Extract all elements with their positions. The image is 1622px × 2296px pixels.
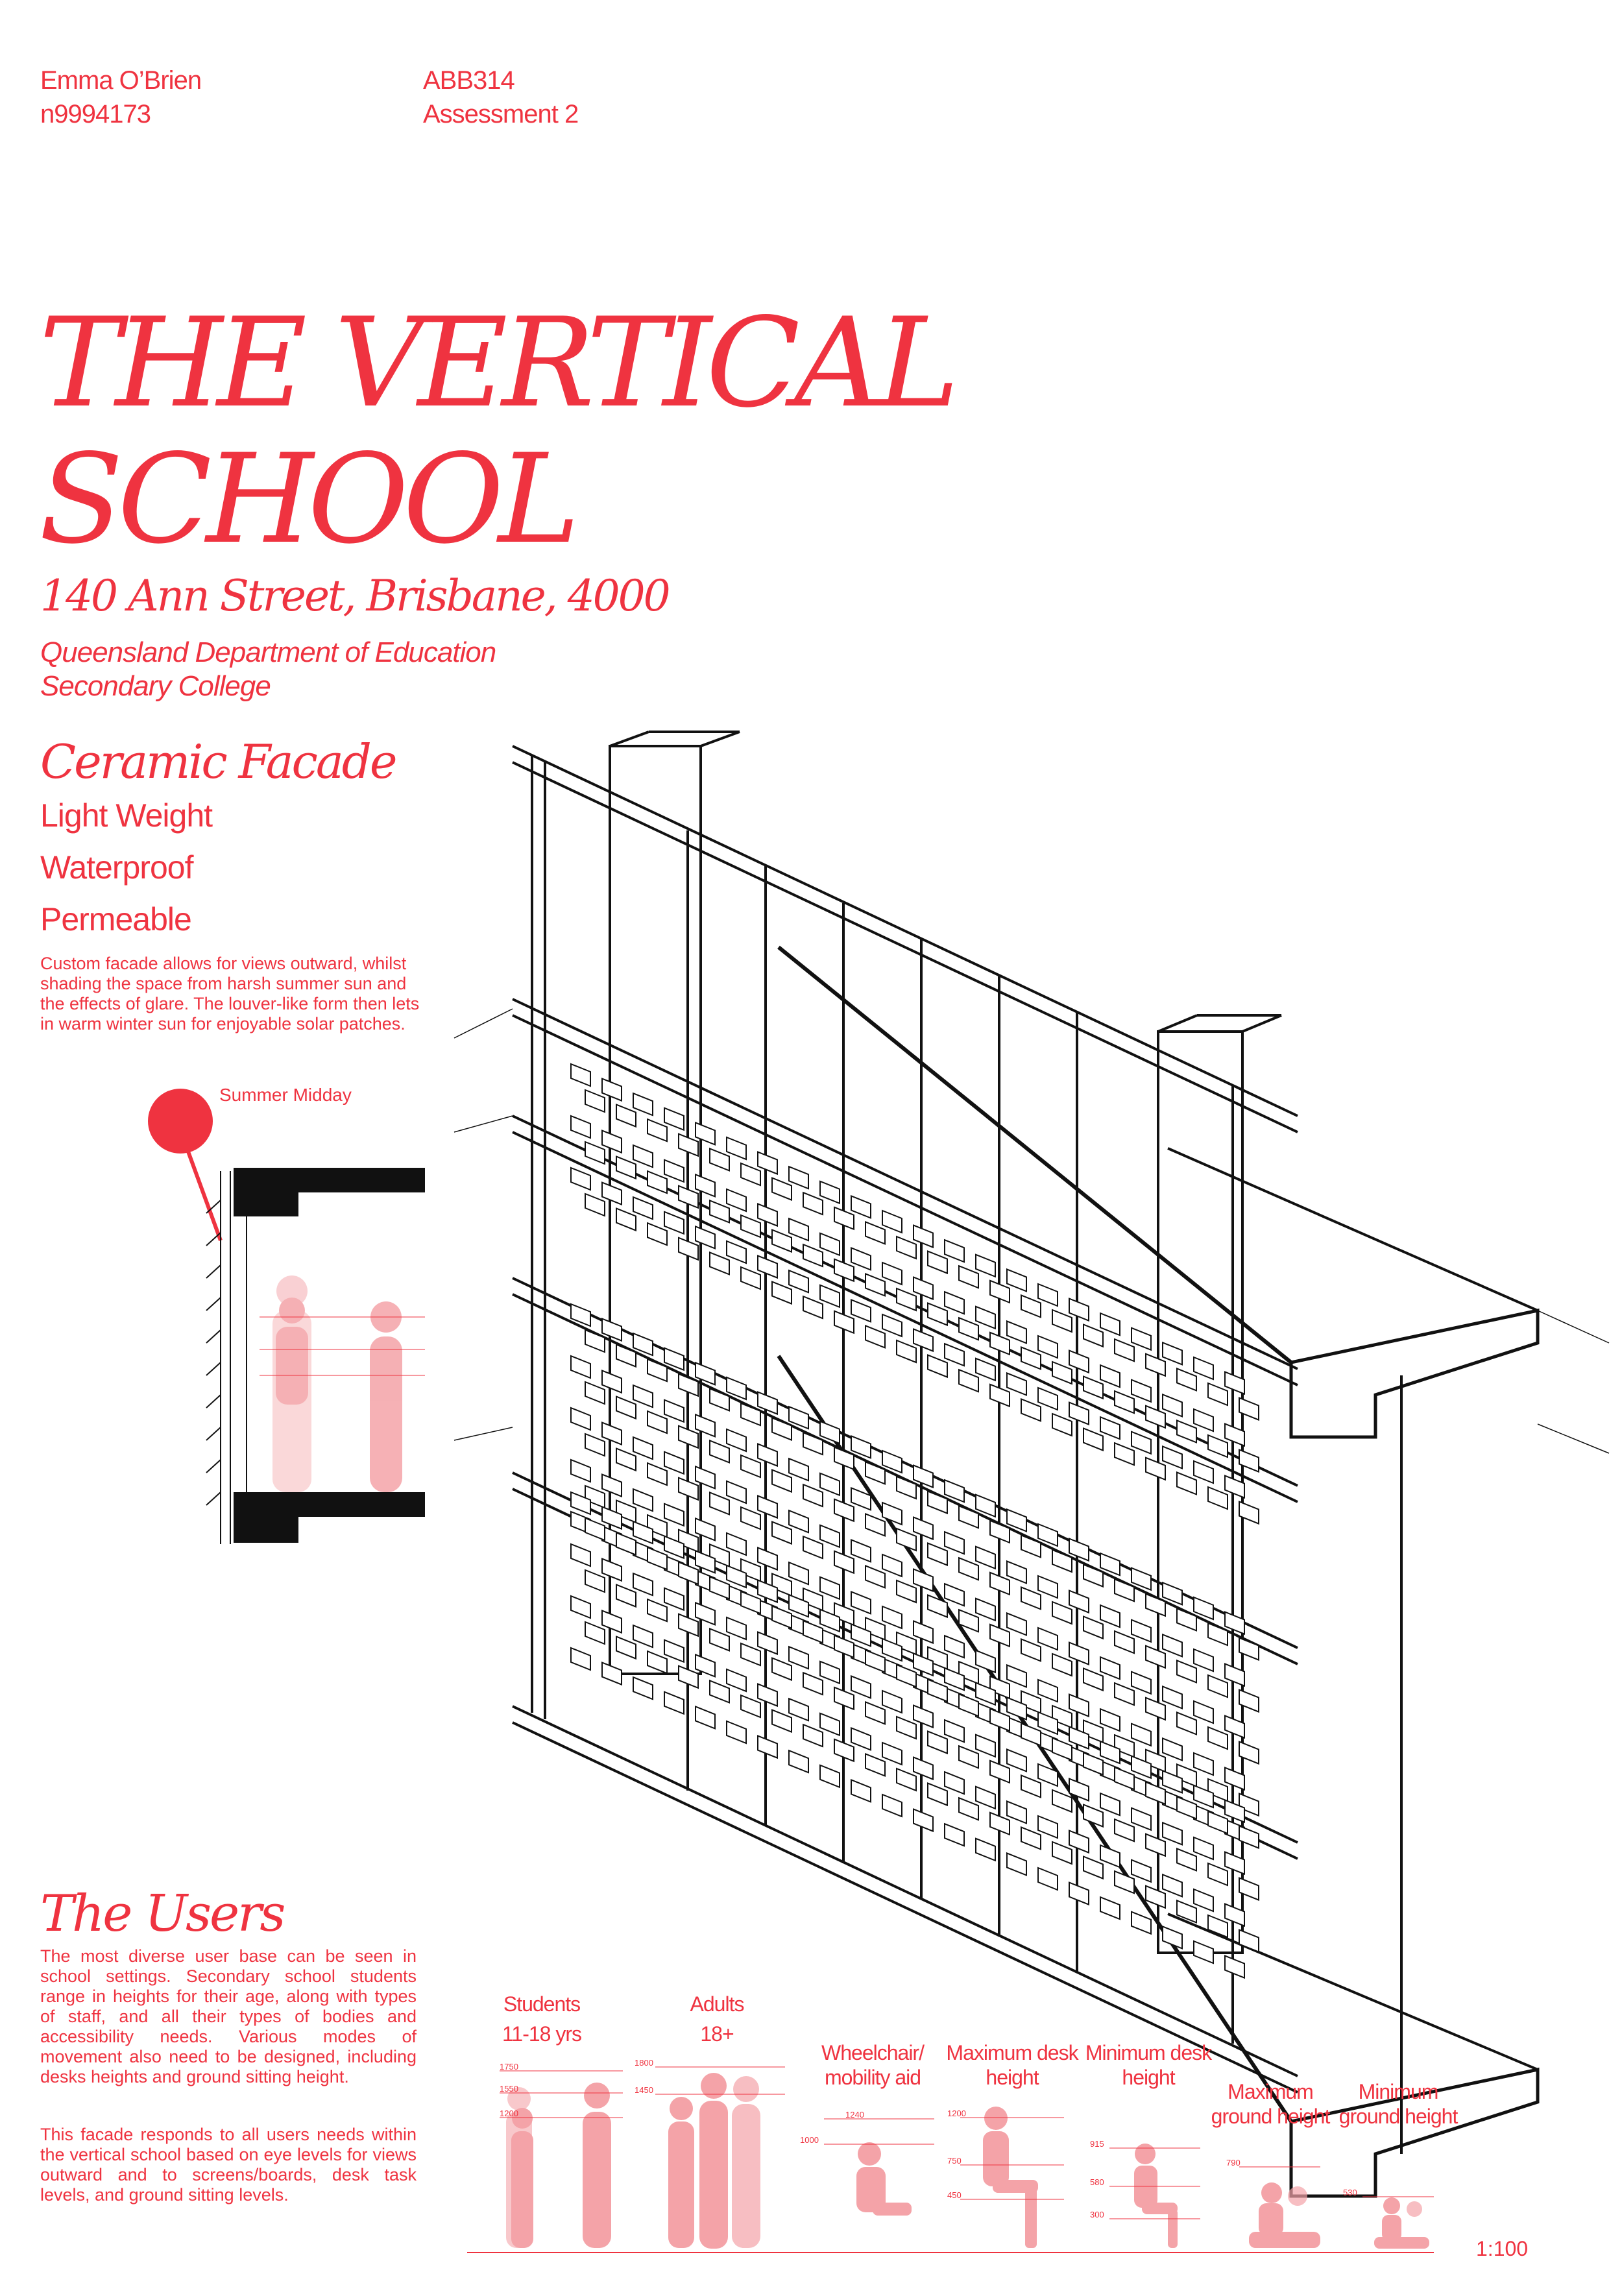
dim-adults-1800: 1800	[635, 2058, 653, 2068]
property-permeable: Permeable	[40, 901, 191, 937]
group-adults-line1: Adults	[690, 1992, 744, 2016]
group-wheelchair-line2: mobility aid	[824, 2066, 921, 2089]
group-min-desk-line1: Minimum desk	[1085, 2041, 1212, 2064]
group-students-line2: 11-18 yrs	[502, 2022, 581, 2046]
property-light-weight: Light Weight	[40, 797, 213, 834]
group-max-ground-line2: ground height	[1211, 2105, 1330, 2128]
facade-description: Custom facade allows for views outward, whilst shading the space from harsh summer sun and the effects of glare. The louver-like form then lets in warm winter sun for enjoyable solar patches.	[40, 954, 420, 1033]
figures	[506, 2073, 1429, 2249]
project-address: 140 Ann Street, Brisbane, 4000	[40, 571, 669, 621]
dim-students-1750: 1750	[500, 2062, 518, 2072]
users-paragraph-2: This facade responds to all users needs within the vertical school based on eye levels for views outward and to screens/boards, desk task levels, and ground sitting levels.	[40, 2125, 417, 2205]
dim-students-1550: 1550	[500, 2084, 518, 2094]
group-min-ground-line1: Minimum	[1358, 2080, 1438, 2103]
client-line-2: Secondary College	[40, 670, 271, 702]
title-line-2: SCHOOL	[39, 428, 574, 571]
property-waterproof: Waterproof	[40, 849, 193, 886]
dim-wheelchair-1240: 1240	[845, 2110, 864, 2120]
dim-mindesk-300: 300	[1090, 2210, 1104, 2219]
dimension-labels	[500, 2058, 1357, 2219]
dim-mindesk-915: 915	[1090, 2139, 1104, 2149]
unit-code: ABB314	[423, 66, 514, 95]
dim-wheelchair-1000: 1000	[800, 2135, 819, 2145]
author-name: Emma O’Brien	[40, 66, 202, 95]
dim-adults-1450: 1450	[635, 2085, 653, 2095]
assessment-label: Assessment 2	[423, 100, 579, 128]
group-max-desk-line1: Maximum desk	[946, 2041, 1078, 2064]
title-line-1: THE VERTICAL	[39, 291, 954, 435]
sun-label: Summer Midday	[219, 1085, 352, 1105]
group-students-line1: Students	[503, 1992, 581, 2016]
dim-maxdesk-750: 750	[947, 2156, 962, 2166]
group-wheelchair-line1: Wheelchair/	[821, 2041, 924, 2064]
scale-label: 1:100	[1476, 2237, 1529, 2260]
dim-maxdesk-450: 450	[947, 2190, 962, 2200]
dim-maxground-790: 790	[1226, 2158, 1241, 2168]
group-min-desk-line2: height	[1122, 2066, 1175, 2089]
facade-heading: Ceramic Facade	[40, 734, 396, 789]
users-paragraph-1: The most diverse user base can be seen in school settings. Secondary school students range in heights for their age, along with types of staff, and all their types of bodies and accessibility needs. Various modes of movement also need to be designed, including desks heights and ground sitting height.	[40, 1946, 417, 2086]
dim-maxdesk-1200: 1200	[947, 2109, 966, 2118]
dim-students-1200: 1200	[500, 2109, 518, 2118]
student-number: n9994173	[40, 100, 151, 128]
group-max-ground-line1: Maximum	[1228, 2080, 1313, 2103]
dim-mindesk-580: 580	[1090, 2177, 1104, 2187]
users-heading: The Users	[40, 1885, 284, 1943]
group-max-desk-line2: height	[986, 2066, 1039, 2089]
dim-minground-530: 530	[1343, 2188, 1357, 2197]
client-line-1: Queensland Department of Education	[40, 636, 496, 668]
group-min-ground-line2: ground height	[1338, 2105, 1458, 2128]
group-adults-line2: 18+	[700, 2022, 734, 2046]
